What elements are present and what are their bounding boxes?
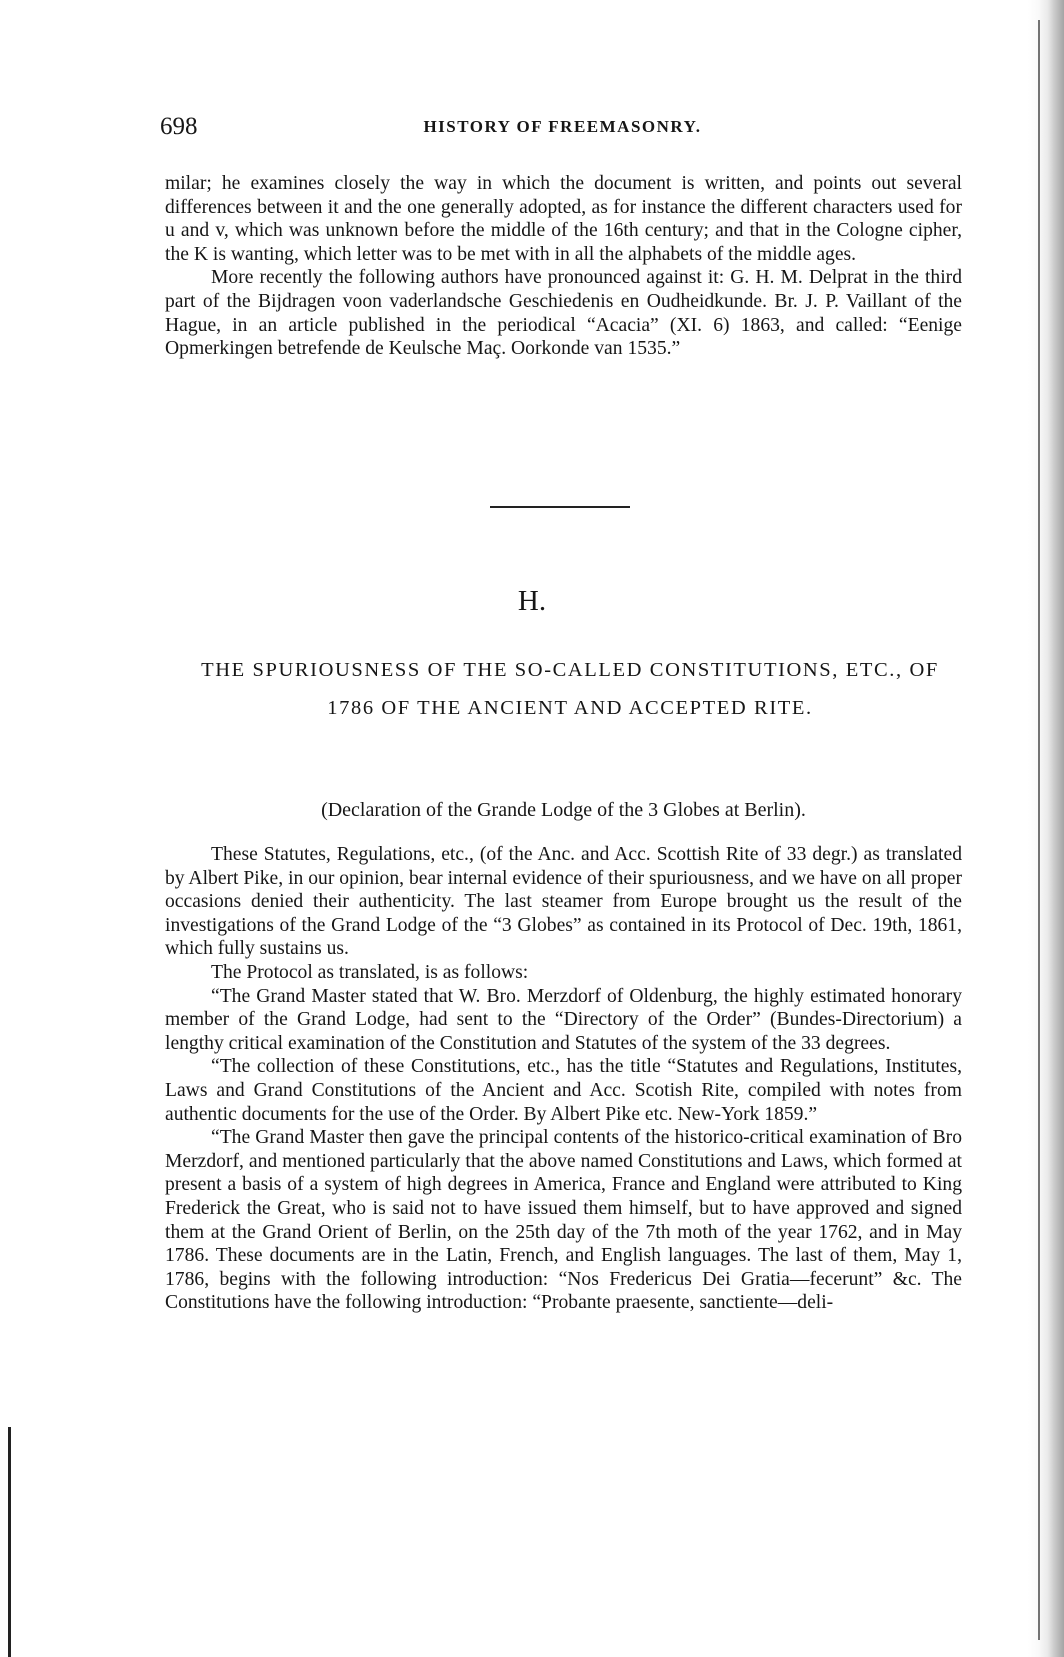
- scan-shadow-right: [1028, 0, 1064, 1657]
- scan-gutter-line: [1038, 20, 1040, 1640]
- running-title: HISTORY OF FREEMASONRY.: [423, 117, 702, 136]
- running-head: [160, 113, 965, 147]
- top-text-block: [165, 172, 962, 361]
- paragraph-collection-title: “The collection of these Constitutions, etc., has the title “Statutes and Regulations, Institutes, Laws and Grand Constitutions of the Ancient and Acc. Scotish Rite, compiled with notes from authentic documents for the use of the Order. By Albert Pike etc. New-York 1859.”: [165, 1056, 962, 1125]
- body-text-block: [165, 843, 962, 1315]
- paragraph-grand-master-stated: “The Grand Master stated that W. Bro. Merzdorf of Oldenburg, the highly estimated honorary member of the Grand Lodge, had sent to the “Directory of the Order” (Bundes-Directorium) a lengthy critical examination of the Constitution and Statutes of the system of the 33 degrees.: [165, 985, 962, 1054]
- paragraph-historico-critical: “The Grand Master then gave the principal contents of the historico-critical examination of Bro Merzdorf, and mentioned particularly that the above named Constitutions and Laws, which formed at present a basis of a system of high degrees in America, France and England were attributed to King Frederick the Great, who is said not to have issued them himself, but to have approved and signed them at the Grand Orient of Berlin, on the 25th day of the 7th moth of the year 1762, and in May 1786. These documents are in the Latin, French, and English languages. The last of them, May 1, 1786, begins with the following introduction: “Nos Fredericus Dei Gratia—fecerunt” &c. The Constitutions have the following introduction: “Probante praesente, sanctiente—deli-: [165, 1127, 962, 1314]
- appendix-subtitle: (Declaration of the Grande Lodge of the 3 Globes at Berlin).: [321, 799, 806, 821]
- page-number: 698: [160, 113, 198, 140]
- appendix-letter: H.: [517, 585, 547, 617]
- paragraph-statutes: These Statutes, Regulations, etc., (of the Anc. and Acc. Scottish Rite of 33 degr.) as translated by Albert Pike, in our opinion, bear internal evidence of their spuriousness, and we have on all proper occasions denied their authenticity. The last steamer from Europe brought us the result of the investigations of the Grand Lodge of the “3 Globes” as contained in its Protocol of Dec. 19th, 1861, which fully sustains us.: [165, 844, 962, 960]
- appendix-heading: THE SPURIOUSNESS OF THE SO-CALLED CONSTITUTIONS, ETC., OF 1786 OF THE ANCIENT AND ACCEPTED RITE.: [201, 659, 939, 719]
- paragraph-protocol: The Protocol as translated, is as follows:: [211, 961, 529, 983]
- paragraph-continuation: milar; he examines closely the way in which the document is written, and points out several differences between it and the one generally adopted, as for instance the different characters used for u and v, which was unknown before the middle of the 16th century; and that in the Cologne cipher, the K is wanting, which letter was to be met with in all the alphabets of the middle ages.: [165, 173, 962, 265]
- section-divider-rule: [490, 506, 630, 508]
- paragraph-authors: More recently the following authors have pronounced against it: G. H. M. Delprat in the third part of the Bijdragen voon vaderlandsche Geschiedenis en Oudheidkunde. Br. J. P. Vaillant of the Hague, in an article published in the periodical “Acacia” (XI. 6) 1863, and called: “Eenige Opmerkingen betrefende de Keulsche Maç. Oorkonde van 1535.”: [165, 267, 962, 360]
- scan-edge-line-left: [8, 1427, 11, 1657]
